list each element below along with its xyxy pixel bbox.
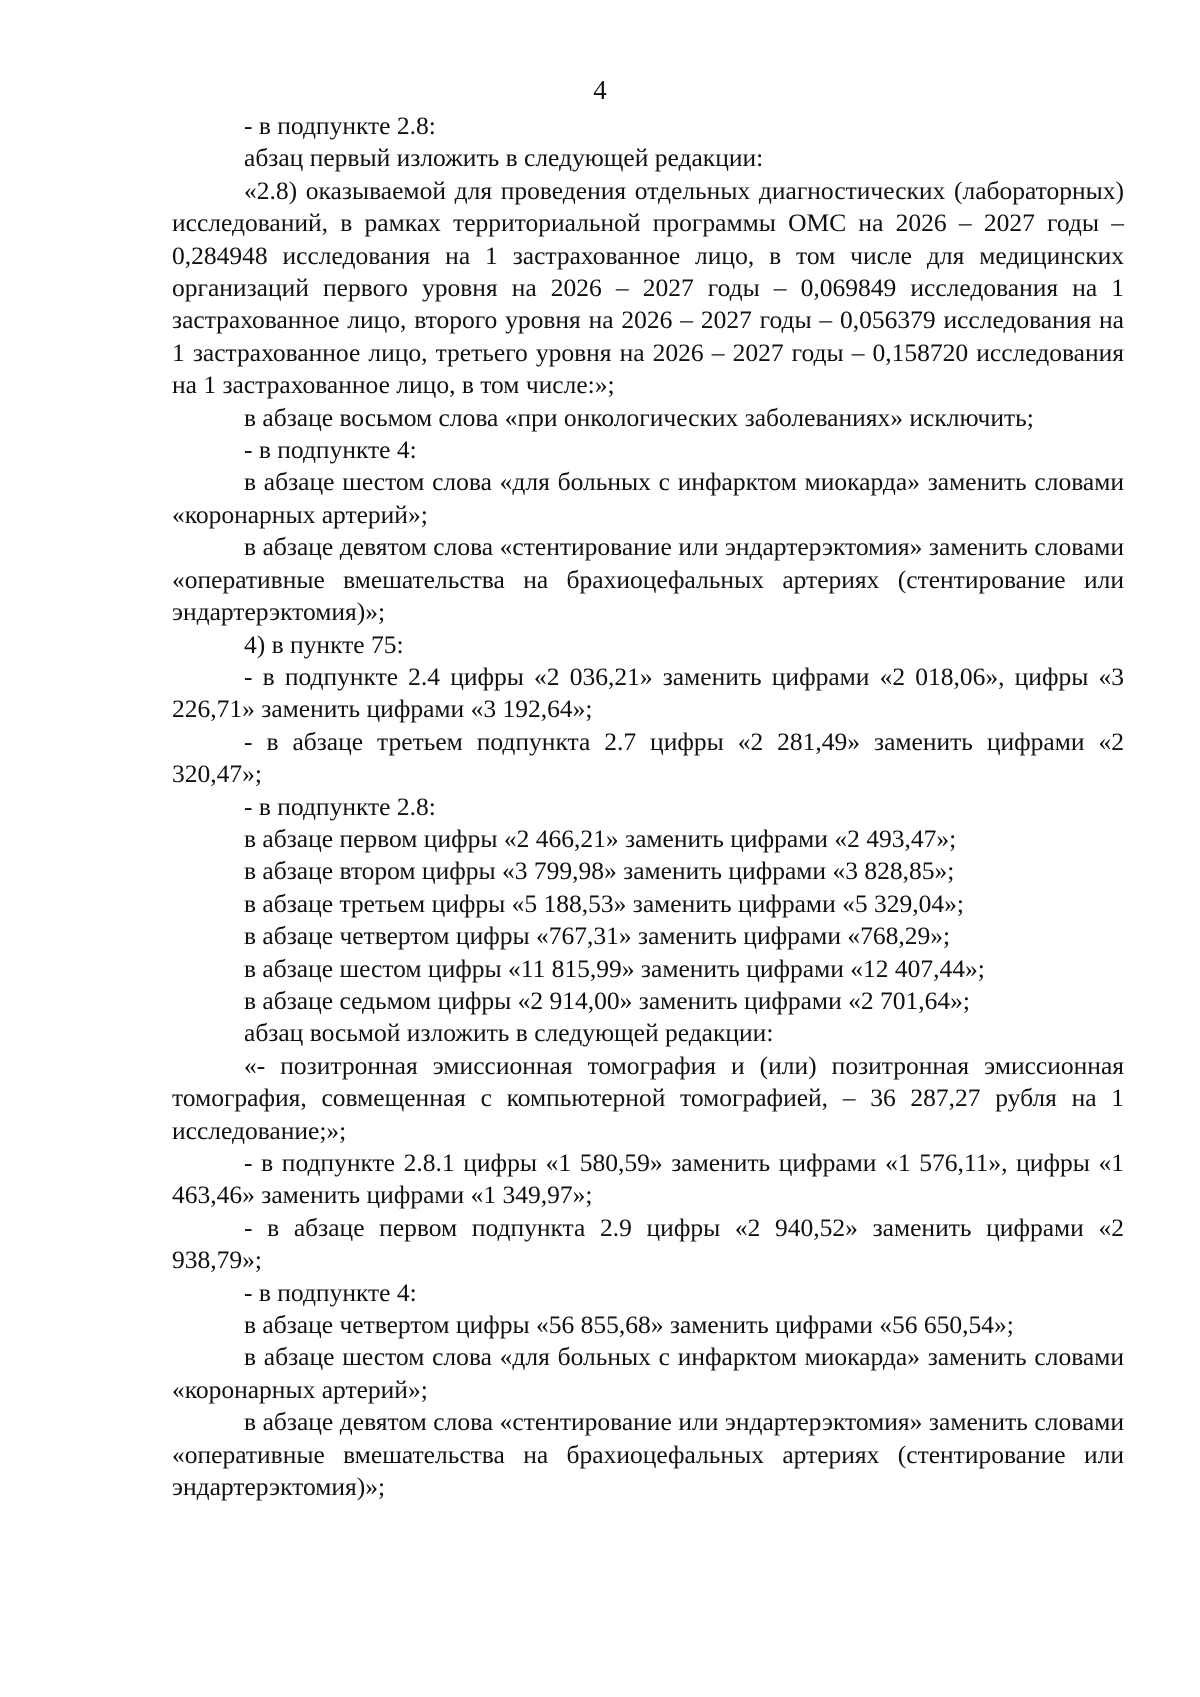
paragraph: - в подпункте 2.8.1 цифры «1 580,59» заменить цифрами «1 576,11», цифры «1 463,46» заменить цифрами «1 349,97»; (172, 1148, 1124, 1210)
paragraph: в абзаце третьем цифры «5 188,53» заменить цифрами «5 329,04»; (244, 888, 964, 918)
paragraph: - в подпункте 2.8: (244, 111, 436, 140)
paragraph: 4) в пункте 75: (244, 629, 404, 659)
paragraph: - в подпункте 2.4 цифры «2 036,21» заменить цифрами «2 018,06», цифры «3 226,71» заменить цифрами «3 192,64»; (172, 661, 1124, 724)
paragraph: в абзаце втором цифры «3 799,98» заменить цифрами «3 828,85»; (244, 856, 955, 886)
paragraph: - в подпункте 4: (244, 435, 417, 465)
paragraph: в абзаце шестом слова «для больных с инфарктом миокарда» заменить словами «коронарных артерий»; (172, 467, 1124, 529)
paragraph: «- позитронная эмиссионная томография и (или) позитронная эмиссионная томография, совмещенная с компьютерной томографией, – 36 287,27 рубля на 1 исследование;»; (172, 1050, 1124, 1145)
paragraph: - в подпункте 4: (244, 1277, 417, 1307)
paragraph: в абзаце четвертом цифры «767,31» заменить цифрами «768,29»; (244, 921, 951, 951)
paragraph: абзац первый изложить в следующей редакции: (244, 143, 764, 173)
paragraph: в абзаце шестом цифры «11 815,99» заменить цифрами «12 407,44»; (244, 953, 985, 983)
paragraph: - в подпункте 2.8: (244, 791, 436, 821)
paragraph: в абзаце девятом слова «стентирование или эндартерэктомия» заменить словами «оперативные вмешательства на брахиоцефальных артериях (стентирование или эндартерэктомия)»; (172, 1407, 1124, 1502)
paragraph: в абзаце восьмом слова «при онкологических заболеваниях» исключить; (244, 402, 1034, 432)
paragraph: - в абзаце первом подпункта 2.9 цифры «2 940,52» заменить цифрами «2 938,79»; (172, 1212, 1124, 1275)
paragraph: - в абзаце третьем подпункта 2.7 цифры «2 281,49» заменить цифрами «2 320,47»; (172, 726, 1124, 789)
paragraph: абзац восьмой изложить в следующей редакции: (244, 1018, 774, 1048)
page-number: 4 (593, 75, 607, 105)
paragraph: в абзаце четвертом цифры «56 855,68» заменить цифрами «56 650,54»; (244, 1310, 1014, 1340)
paragraph: в абзаце шестом слова «для больных с инфарктом миокарда» заменить словами «коронарных артерий»; (172, 1342, 1124, 1404)
document-body (172, 110, 1124, 1503)
paragraph: в абзаце первом цифры «2 466,21» заменить цифрами «2 493,47»; (244, 823, 957, 853)
paragraph: «2.8) оказываемой для проведения отдельных диагностических (лабораторных) исследований, в рамках территориальной программы ОМС на 2026 – 2027 годы – 0,284948 исследования на 1 застрахованное лицо, в том числе для медицинских организаций первого уровня на 2026 – 2027 годы – 0,069849 исследования на 1 застрахованное лицо, второго уровня на 2026 – 2027 годы – 0,056379 исследования на 1 застрахованное лицо, третьего уровня на 2026 – 2027 годы – 0,158720 исследования на 1 застрахованное лицо, в том числе:»; (172, 175, 1124, 400)
paragraph: в абзаце девятом слова «стентирование или эндартерэктомия» заменить словами «оперативные вмешательства на брахиоцефальных артериях (стентирование или эндартерэктомия)»; (172, 532, 1124, 627)
paragraph: в абзаце седьмом цифры «2 914,00» заменить цифрами «2 701,64»; (244, 985, 970, 1015)
